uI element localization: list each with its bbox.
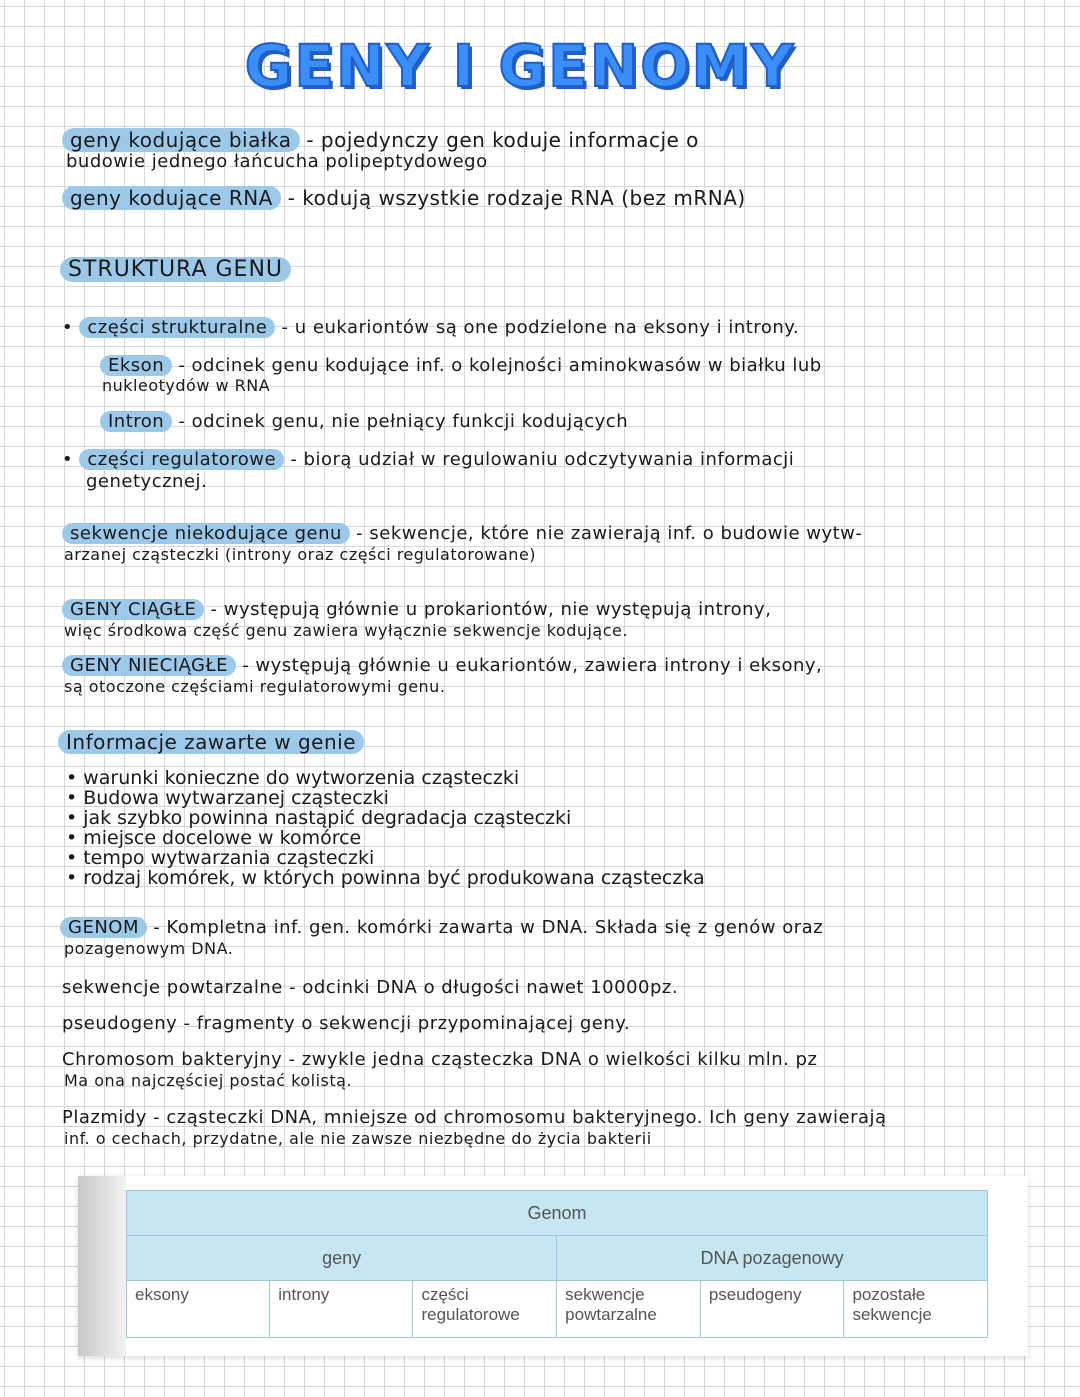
intro-line-1-text: - pojedynczy gen koduje informacje o: [299, 128, 699, 152]
table-header-noncoding-dna: DNA pozagenowy: [557, 1236, 988, 1281]
list-item: • tempo wytwarzania cząsteczki: [66, 848, 705, 868]
section-heading-info: [58, 730, 364, 754]
genome-line: [60, 918, 823, 938]
term-continuous-genes: GENY CIĄGŁE: [62, 599, 204, 620]
intro-line-3: [62, 186, 746, 210]
exon-text: - odcinek genu kodujące inf. o kolejności aminokwasów w białku lub: [172, 355, 822, 376]
discontinuous-genes-text: - występują głównie u eukariontów, zawiera introny i eksony,: [235, 655, 823, 676]
table-header-genome: Genom: [127, 1191, 988, 1236]
intro-line-2: budowie jednego łańcucha polipeptydowego: [66, 151, 488, 172]
genome-table: [126, 1190, 988, 1338]
noncoding-line-2: arzanej cząsteczki (introny oraz części regulatorowane): [64, 545, 537, 564]
regulatory-parts-line-2: genetycznej.: [86, 471, 208, 492]
repetitive-sequences-line: sekwencje powtarzalne - odcinki DNA o długości nawet 10000pz.: [62, 977, 679, 998]
plasmids-line: Plazmidy - cząsteczki DNA, mniejsze od chromosomu bakteryjnego. Ich geny zawierają: [62, 1107, 887, 1128]
structure-heading-text: STRUKTURA GENU: [60, 257, 291, 282]
structural-parts-line: • części strukturalne - u eukariontów są one podzielone na eksony i introny.: [62, 317, 800, 338]
regulatory-parts-line: • części regulatorowe - biorą udział w regulowaniu odczytywania informacji: [62, 449, 795, 470]
continuous-genes-text: - występują głównie u prokariontów, nie występują introny,: [204, 599, 772, 620]
regulatory-parts-text: - biorą udział w regulowaniu odczytywania informacji: [284, 449, 795, 470]
pseudogenes-line: pseudogeny - fragmenty o sekwencji przypominającej geny.: [62, 1013, 631, 1034]
term-genome: GENOM: [60, 917, 147, 938]
structural-parts-text: - u eukariontów są one podzielone na eksony i introny.: [275, 317, 800, 338]
intro-line-1: [62, 128, 699, 152]
term-intron: Intron: [100, 411, 172, 432]
term-noncoding-sequences: sekwencje niekodujące genu: [62, 523, 350, 544]
term-regulatory-parts: części regulatorowe: [79, 449, 284, 470]
list-item: • rodzaj komórek, w których powinna być produkowana cząsteczka: [66, 868, 705, 888]
term-exon: Ekson: [100, 355, 172, 376]
info-heading-text: Informacje zawarte w genie: [58, 730, 364, 754]
table-cell-other-sequences: pozostałe sekwencje: [844, 1281, 988, 1338]
page-title: GENY I GENOMY: [244, 32, 796, 100]
term-discontinuous-genes: GENY NIECIĄGŁE: [62, 655, 236, 676]
continuous-genes-line-2: więc środkowa część genu zawiera wyłącznie sekwencje kodujące.: [64, 621, 628, 640]
list-item: • miejsce docelowe w komórce: [66, 828, 705, 848]
bacterial-chromosome-line: Chromosom bakteryjny - zwykle jedna cząsteczka DNA o wielkości kilku mln. pz: [62, 1049, 818, 1070]
table-cell-repetitive-sequences: sekwencje powtarzalne: [557, 1281, 701, 1338]
table-cell-introns: introny: [270, 1281, 413, 1338]
table-header-genes: geny: [127, 1236, 557, 1281]
bacterial-chromosome-line-2: Ma ona najczęściej postać kolistą.: [64, 1071, 353, 1090]
discontinuous-genes-line-2: są otoczone częściami regulatorowymi genu.: [64, 677, 446, 696]
exon-line-2: nukleotydów w RNA: [102, 376, 271, 395]
continuous-genes-line: [62, 600, 771, 620]
section-heading-structure: [60, 258, 291, 282]
list-item: • Budowa wytwarzanej cząsteczki: [66, 788, 705, 808]
term-rna-coding-genes: geny kodujące RNA: [62, 186, 281, 210]
noncoding-line: [62, 524, 862, 544]
intron-line: [100, 412, 628, 432]
genome-line-2: pozagenowym DNA.: [64, 939, 234, 958]
intro-line-3-text: - kodują wszystkie rodzaje RNA (bez mRNA): [280, 186, 746, 210]
list-item: • warunki konieczne do wytworzenia cząsteczki: [66, 768, 705, 788]
discontinuous-genes-line: [62, 656, 822, 676]
noncoding-text: - sekwencje, które nie zawierają inf. o budowie wytw-: [349, 523, 863, 544]
table-cell-pseudogenes: pseudogeny: [700, 1281, 844, 1338]
plasmids-line-2: inf. o cechach, przydatne, ale nie zawsze niezbędne do życia bakterii: [64, 1129, 652, 1148]
info-list: [66, 768, 705, 888]
intron-text: - odcinek genu, nie pełniący funkcji kodujących: [172, 411, 629, 432]
term-structural-parts: części strukturalne: [79, 317, 275, 338]
list-item: • jak szybko powinna nastąpić degradacja cząsteczki: [66, 808, 705, 828]
exon-line: [100, 356, 822, 376]
table-cell-regulatory-parts: części regulatorowe: [413, 1281, 557, 1338]
genome-text: - Kompletna inf. gen. komórki zawarta w DNA. Składa się z genów oraz: [146, 917, 824, 938]
table-cell-exons: eksony: [127, 1281, 270, 1338]
term-protein-coding-genes: geny kodujące białka: [62, 128, 300, 152]
